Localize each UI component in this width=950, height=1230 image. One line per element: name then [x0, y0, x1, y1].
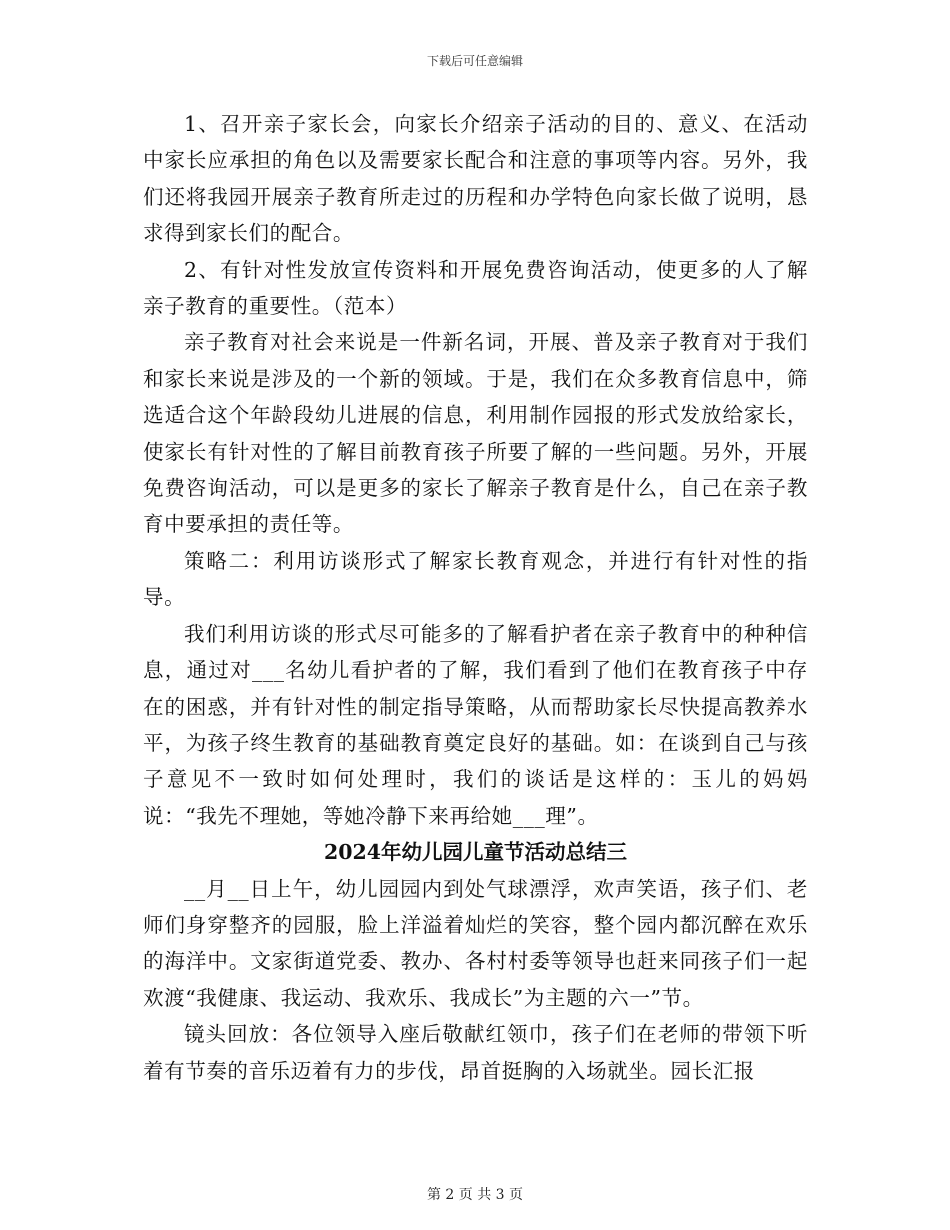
paragraph-event-morning: __月__日上午，幼儿园园内到处气球漂浮，欢声笑语，孩子们、老师们身穿整齐的园服，脸上洋溢着灿烂的笑容，整个园内都沉醉在欢乐的海洋中。文家街道党委、教办、各村村委等领导也赶来同孩子们一起欢渡“我健康、我运动、我欢乐、我成长”为主题的六一”节。: [143, 876, 808, 1010]
paragraph-materials-consulting: 2、有针对性发放宣传资料和开展免费咨询活动，使更多的人了解亲子教育的重要性。（范本）: [143, 257, 808, 319]
page-header: 下载后可任意编辑: [426, 54, 523, 68]
paragraph-interviews: 我们利用访谈的形式尽可能多的了解看护者在亲子教育中的种种信息，通过对___名幼儿看护者的了解，我们看到了他们在教育孩子中存在的困惑，并有针对性的制定指导策略，从而帮助家长尽快提高教养水平，为孩子终生教育的基础教育奠定良好的基础。如：在谈到自己与孩子意见不一致时如何处理时，我们的谈话是这样的：玉儿的妈妈说：“我先不理她，等她冷静下来再给她___理”。: [143, 621, 808, 828]
document-body: [143, 106, 808, 1089]
paragraph-strategy-two: 策略二：利用访谈形式了解家长教育观念，并进行有针对性的指导。: [143, 548, 808, 610]
section-title: 2024年幼儿园儿童节活动总结三: [323, 840, 628, 865]
page-footer: 第 2 页 共 3 页: [426, 1187, 524, 1203]
paragraph-parent-meeting: 1、召开亲子家长会，向家长介绍亲子活动的目的、意义、在活动中家长应承担的角色以及需要家长配合和注意的事项等内容。另外，我们还将我园开展亲子教育所走过的历程和办学特色向家长做了说明，恳求得到家长们的配合。: [143, 112, 808, 246]
paragraph-new-concept: 亲子教育对社会来说是一件新名词，开展、普及亲子教育对于我们和家长来说是涉及的一个新的领域。于是，我们在众多教育信息中，筛选适合这个年龄段幼儿进展的信息，利用制作园报的形式发放给家长，使家长有针对性的了解目前教育孩子所要了解的一些问题。另外，开展免费咨询活动，可以是更多的家长了解亲子教育是什么，自己在亲子教育中要承担的责任等。: [143, 330, 808, 537]
paragraph-replay: 镜头回放：各位领导入座后敬献红领巾，孩子们在老师的带领下听着有节奏的音乐迈着有力的步伐，昂首挺胸的入场就坐。园长汇报: [143, 1022, 808, 1083]
